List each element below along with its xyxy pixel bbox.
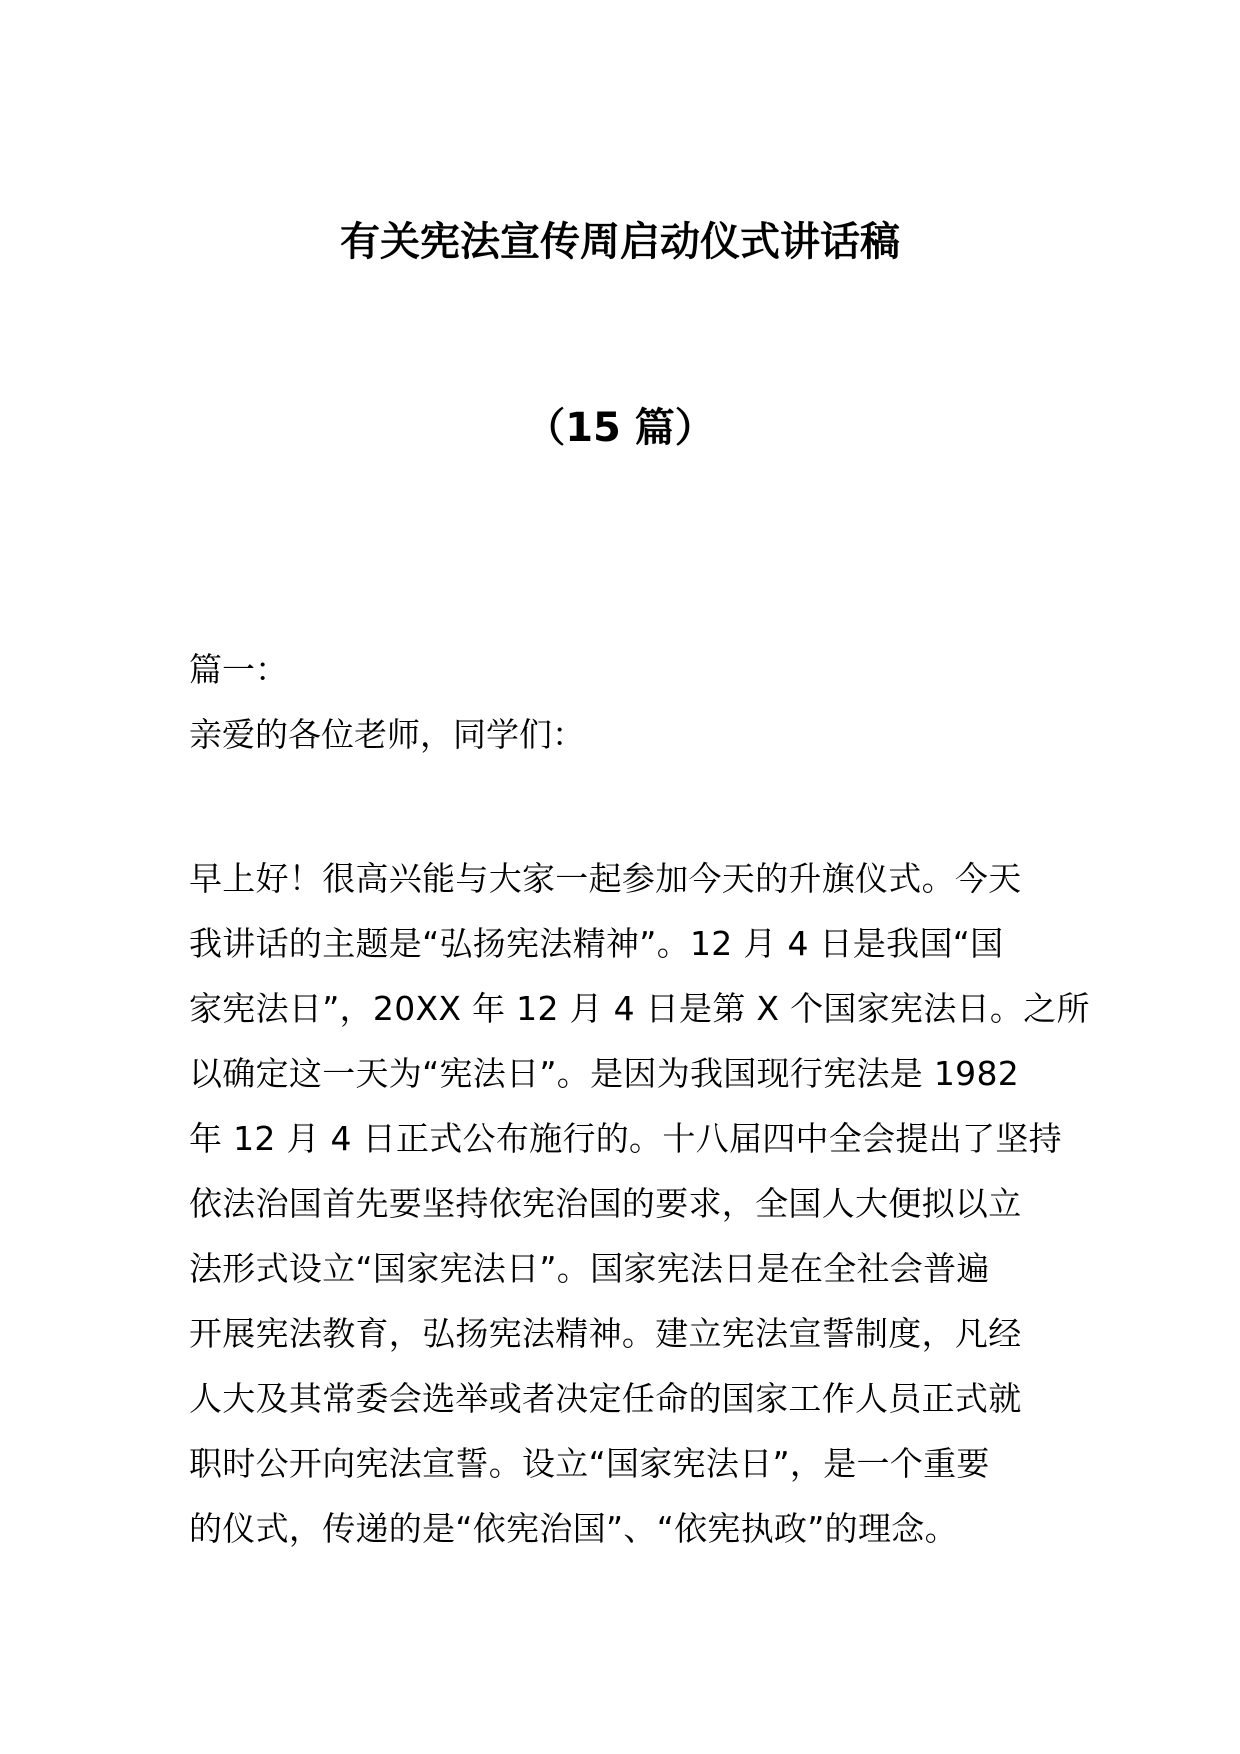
body-line: 法形式设立“国家宪法日”。国家宪法日是在全社会普遍 (189, 1249, 990, 1288)
section-label: 篇一： (189, 650, 288, 689)
body-line: 依法治国首先要坚持依宪治国的要求，全国人大便拟以立 (189, 1184, 1022, 1223)
body-line: 早上好！很高兴能与大家一起参加今天的升旗仪式。今天 (189, 859, 1022, 898)
greeting: 亲爱的各位老师，同学们： (189, 715, 585, 754)
body-line: 年 12 月 4 日正式公布施行的。十八届四中全会提出了坚持 (189, 1119, 1062, 1158)
body-line: 家宪法日”，20XX 年 12 月 4 日是第 X 个国家宪法日。之所 (189, 989, 1090, 1028)
document-title: 有关宪法宣传周启动仪式讲话稿 (340, 219, 900, 265)
body-line: 以确定这一天为“宪法日”。是因为我国现行宪法是 1982 (189, 1054, 1020, 1093)
body-line: 的仪式，传递的是“依宪治国”、“依宪执政”的理念。 (189, 1509, 958, 1548)
body-paragraph (189, 846, 1090, 1561)
body-line: 人大及其常委会选举或者决定任命的国家工作人员正式就 (189, 1379, 1022, 1418)
body-line: 职时公开向宪法宣誓。设立“国家宪法日”，是一个重要 (189, 1444, 990, 1483)
body-line: 我讲话的主题是“弘扬宪法精神”。12 月 4 日是我国“国 (189, 924, 1004, 963)
body-line: 开展宪法教育，弘扬宪法精神。建立宪法宣誓制度，凡经 (189, 1314, 1022, 1353)
document-subtitle: （15 篇） (525, 405, 715, 451)
